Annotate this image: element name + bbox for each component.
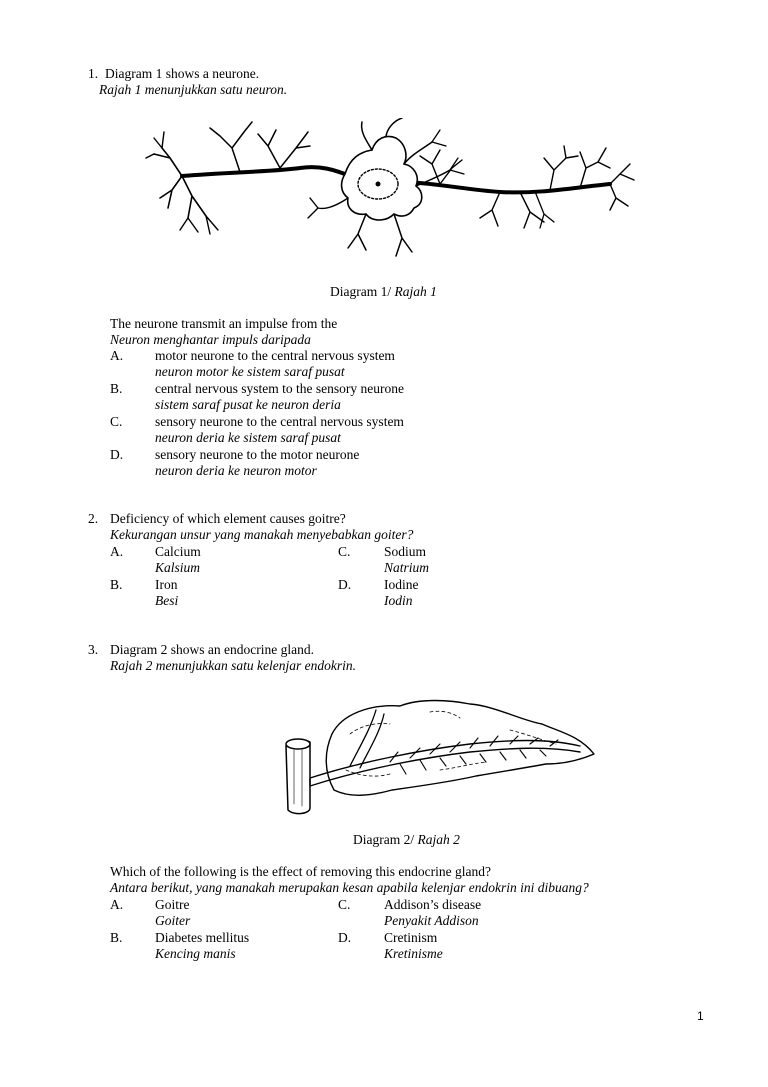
- q3-option-b-en[interactable]: Diabetes mellitus: [155, 930, 250, 945]
- q3-option-d-en[interactable]: Cretinism: [384, 930, 438, 945]
- q1-option-d-ms: neuron deria ke neuron motor: [155, 463, 317, 478]
- q3-number: 3.: [88, 642, 99, 657]
- q2-number: 2.: [88, 511, 99, 526]
- q1-option-a-en[interactable]: motor neurone to the central nervous system: [155, 348, 395, 363]
- q3-diagram-caption: [353, 832, 460, 848]
- q1-option-c-en[interactable]: sensory neurone to the central nervous system: [155, 414, 404, 429]
- q1-diagram-label: Diagram 1/: [330, 284, 392, 299]
- q1-diagram-caption: [330, 284, 437, 300]
- q3-stem-ms: Rajah 2 menunjukkan satu kelenjar endokrin.: [110, 658, 356, 673]
- q2-option-c-ms: Natrium: [384, 560, 430, 575]
- q2-option-d-letter[interactable]: D.: [338, 577, 352, 592]
- q3-option-d-ms: Kretinisme: [384, 946, 443, 961]
- q2-option-a-ms: Kalsium: [155, 560, 201, 575]
- q2-option-b-en[interactable]: Iron: [155, 577, 178, 592]
- q1-option-b-en[interactable]: central nervous system to the sensory neurone: [155, 381, 404, 396]
- q1-option-a-ms: neuron motor ke sistem saraf pusat: [155, 364, 345, 379]
- q2-option-c-en[interactable]: Sodium: [384, 544, 427, 559]
- endocrine-gland-diagram: [280, 690, 600, 820]
- q1-stem-ms: Rajah 1 menunjukkan satu neuron.: [99, 82, 288, 97]
- q1-option-b-ms: sistem saraf pusat ke neuron deria: [155, 397, 341, 412]
- q1-option-d-letter[interactable]: D.: [110, 447, 124, 462]
- q2-option-c-letter[interactable]: C.: [338, 544, 351, 559]
- q1-option-b-letter[interactable]: B.: [110, 381, 123, 396]
- q2-option-d-en[interactable]: Iodine: [384, 577, 419, 592]
- q2-option-b-ms: Besi: [155, 593, 179, 608]
- q2-option-a-en[interactable]: Calcium: [155, 544, 201, 559]
- q1-option-c-ms: neuron deria ke sistem saraf pusat: [155, 430, 341, 445]
- q1-option-d-en[interactable]: sensory neurone to the motor neurone: [155, 447, 360, 462]
- q1-number: 1.: [88, 66, 99, 81]
- q3-stem-en: Diagram 2 shows an endocrine gland.: [110, 642, 314, 657]
- q2-question-ms: Kekurangan unsur yang manakah menyebabkan goiter?: [110, 527, 414, 542]
- q3-option-c-letter[interactable]: C.: [338, 897, 351, 912]
- q3-option-a-letter[interactable]: A.: [110, 897, 124, 912]
- q3-option-d-letter[interactable]: D.: [338, 930, 352, 945]
- q3-question-ms: Antara berikut, yang manakah merupakan kesan apabila kelenjar endokrin ini dibuang?: [110, 880, 589, 895]
- q2-option-a-letter[interactable]: A.: [110, 544, 124, 559]
- q1-option-c-letter[interactable]: C.: [110, 414, 123, 429]
- q1-stem-en: Diagram 1 shows a neurone.: [105, 66, 260, 81]
- q3-option-a-ms: Goiter: [155, 913, 191, 928]
- q3-question-en: Which of the following is the effect of removing this endocrine gland?: [110, 864, 492, 879]
- q3-option-b-letter[interactable]: B.: [110, 930, 123, 945]
- q2-option-b-letter[interactable]: B.: [110, 577, 123, 592]
- q1-question-en: The neurone transmit an impulse from the: [110, 316, 338, 331]
- q2-option-d-ms: Iodin: [384, 593, 413, 608]
- q3-option-c-en[interactable]: Addison’s disease: [384, 897, 482, 912]
- q2-question-en: Deficiency of which element causes goitre?: [110, 511, 346, 526]
- q1-diagram-label-ms: Rajah 1: [394, 284, 437, 299]
- q3-option-a-en[interactable]: Goitre: [155, 897, 190, 912]
- q3-option-b-ms: Kencing manis: [155, 946, 236, 961]
- q3-diagram-label: Diagram 2/: [353, 832, 415, 847]
- q3-option-c-ms: Penyakit Addison: [384, 913, 479, 928]
- q1-option-a-letter[interactable]: A.: [110, 348, 124, 363]
- q3-diagram-label-ms: Rajah 2: [417, 832, 460, 847]
- page-number: 1: [697, 1009, 704, 1023]
- q1-question-ms: Neuron menghantar impuls daripada: [110, 332, 311, 347]
- neurone-diagram: [140, 118, 640, 278]
